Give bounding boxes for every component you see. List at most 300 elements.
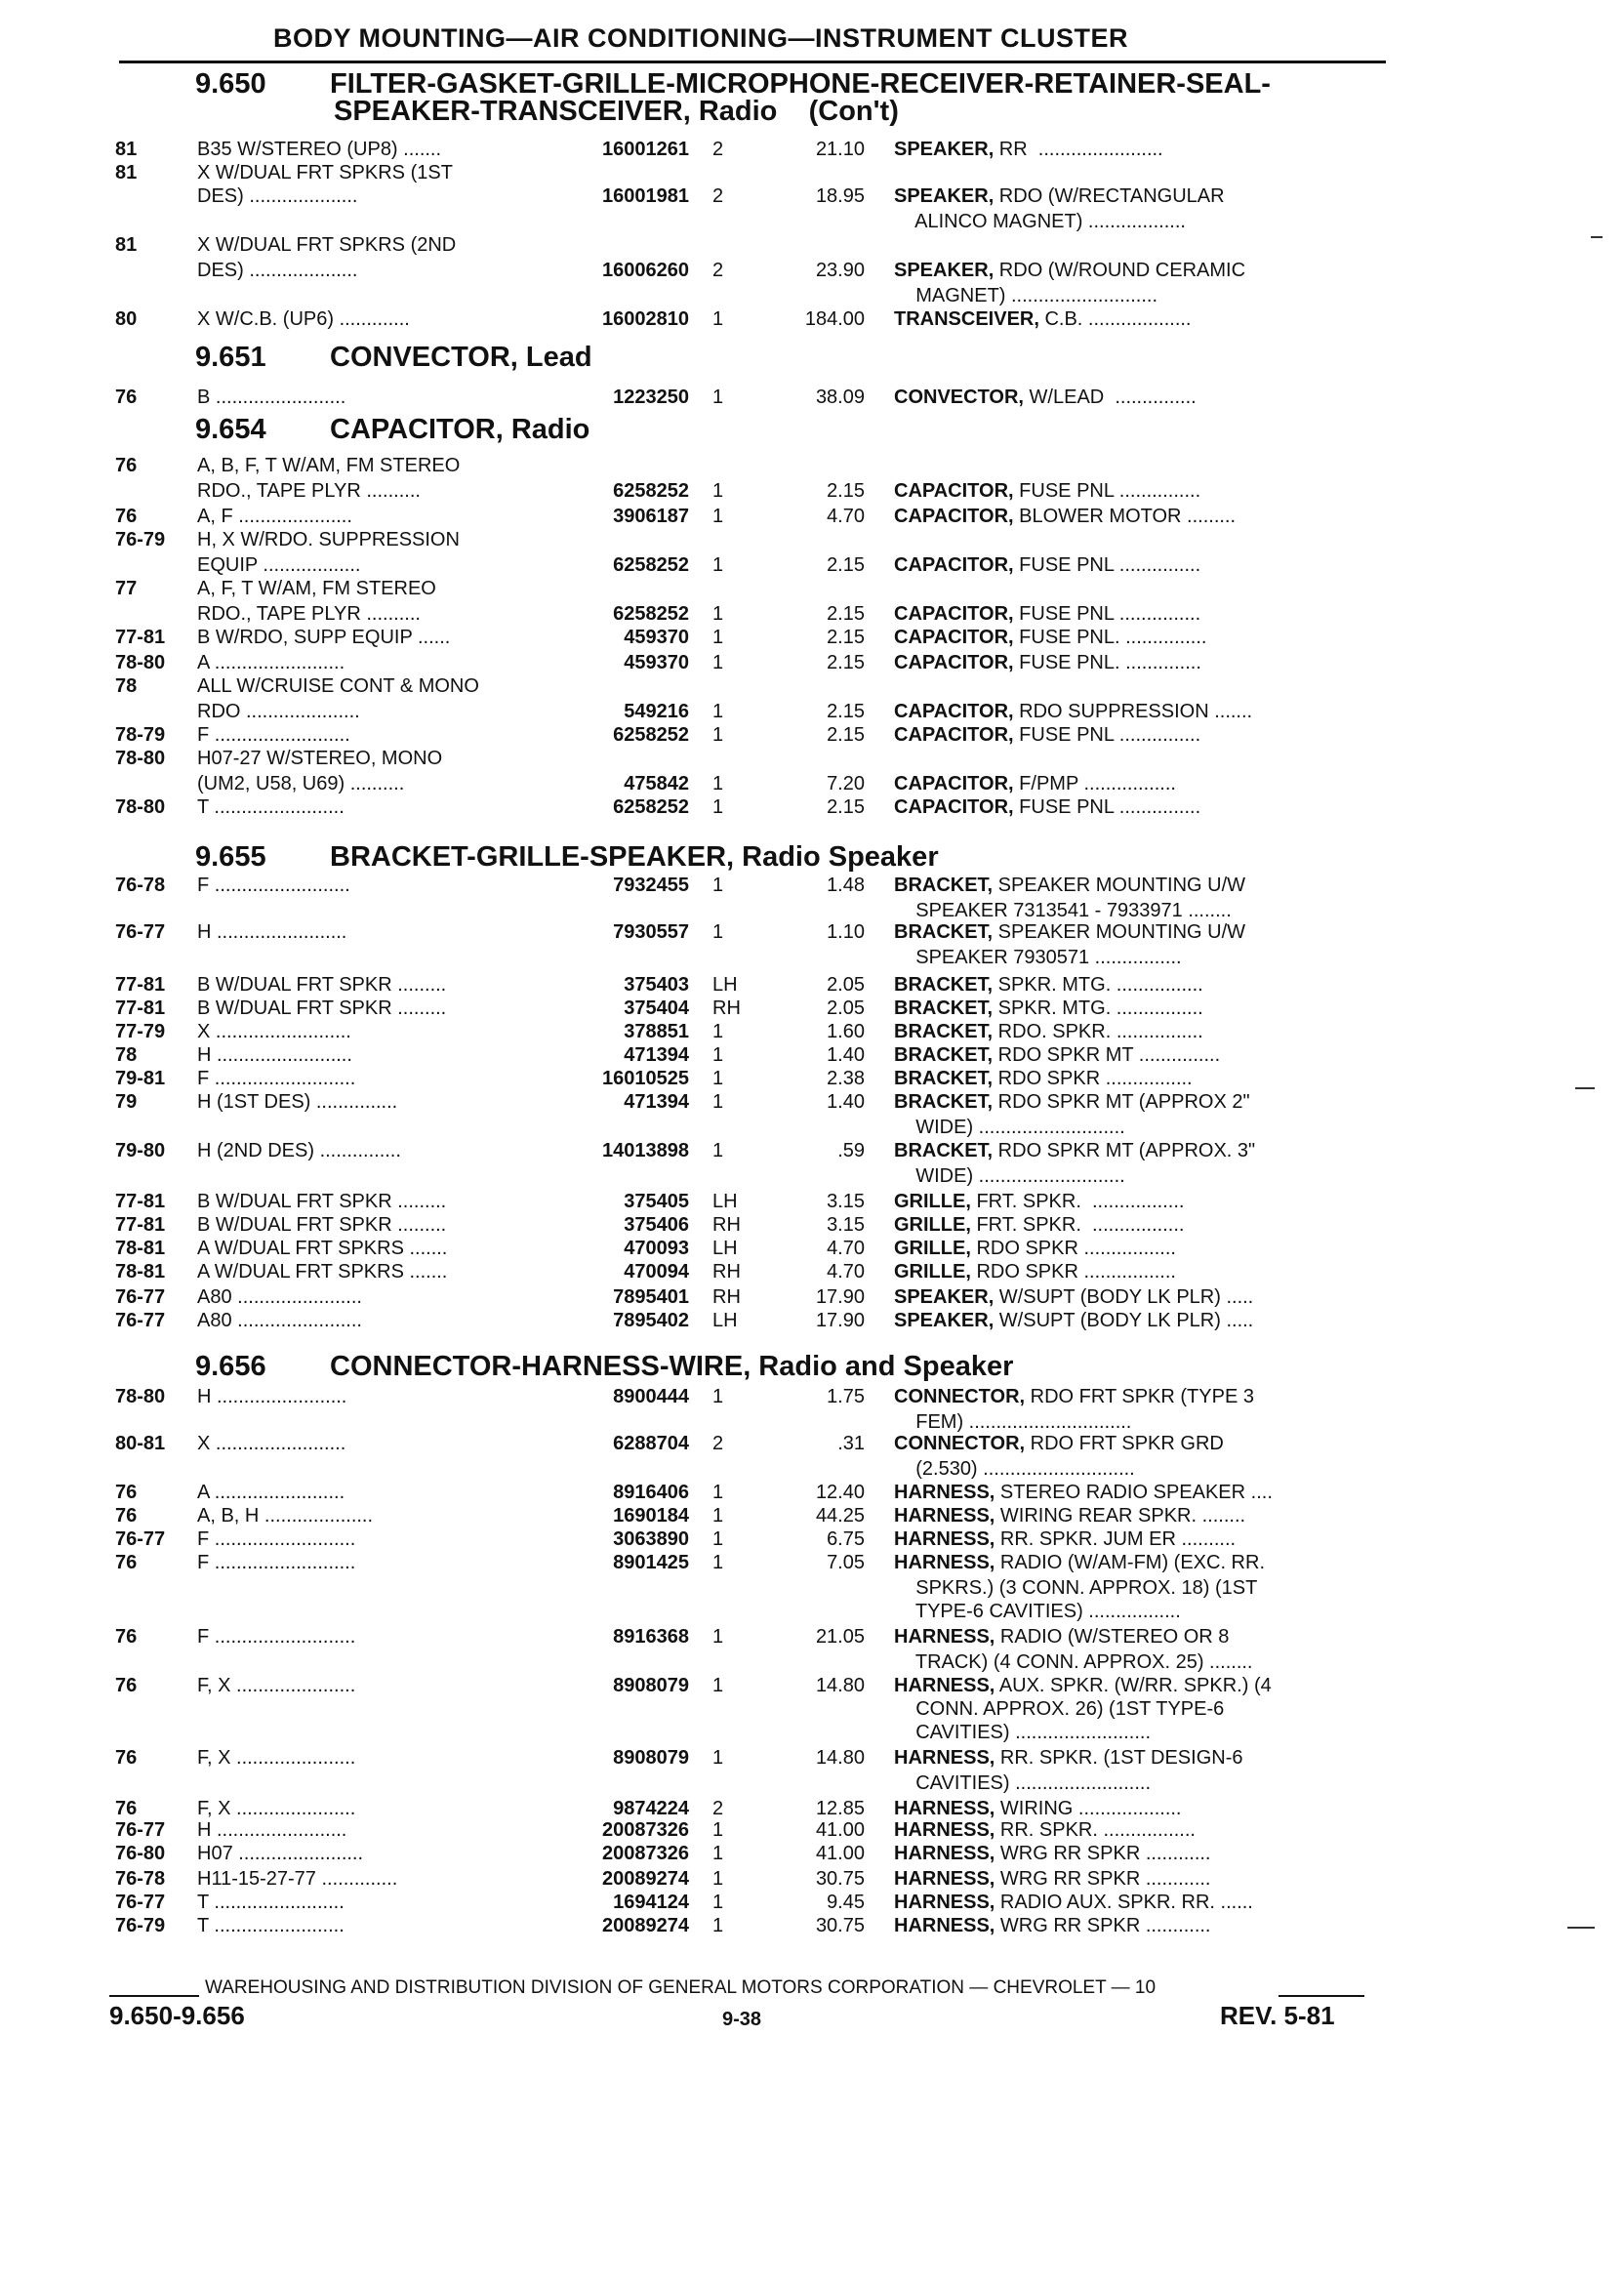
usage: H ......................... — [197, 1044, 352, 1066]
usage: F, X ...................... — [197, 1798, 356, 1819]
part-number: 6258252 — [613, 796, 689, 818]
description-noun: HARNESS, — [894, 1626, 995, 1648]
parts-row — [0, 1140, 1624, 1165]
parts-row — [0, 921, 1624, 947]
parts-row — [0, 1068, 1624, 1093]
part-number: 459370 — [624, 652, 689, 673]
model-years: 77 — [115, 578, 138, 599]
quantity: 1 — [712, 1868, 724, 1890]
model-years: 76-78 — [115, 875, 166, 896]
description-detail: RR. SPKR. JUM ER .......... — [995, 1528, 1237, 1550]
description-detail: SPKRS.) (3 CONN. APPROX. 18) (1ST — [894, 1577, 1258, 1599]
parts-row — [0, 554, 1624, 580]
parts-row — [0, 455, 1624, 480]
part-number: 459370 — [624, 627, 689, 648]
description — [894, 796, 1200, 819]
section-title-continued: SPEAKER-TRANSCEIVER, Radio (Con't) — [334, 96, 899, 127]
description-noun: GRILLE, — [894, 1238, 971, 1259]
parts-row — [0, 260, 1624, 285]
price: 17.90 — [815, 1286, 865, 1308]
usage: B W/DUAL FRT SPKR ......... — [197, 1191, 447, 1212]
usage: H, X W/RDO. SUPPRESSION — [197, 529, 460, 550]
price: 3.15 — [827, 1191, 865, 1212]
description — [894, 1117, 1125, 1139]
usage: H (1ST DES) ............... — [197, 1091, 398, 1113]
parts-row — [0, 1458, 1624, 1484]
description-noun: CAPACITOR, — [894, 554, 1014, 576]
parts-row — [0, 1214, 1624, 1240]
description-detail: WIRING ................... — [995, 1798, 1182, 1819]
description — [894, 387, 1197, 409]
model-years: 81 — [115, 139, 138, 160]
description-detail: RDO (W/RECTANGULAR — [994, 185, 1225, 207]
price: 184.00 — [804, 308, 865, 330]
part-number: 1690184 — [613, 1505, 689, 1527]
description-noun: BRACKET, — [894, 998, 994, 1019]
description-noun: HARNESS, — [894, 1843, 995, 1864]
section-heading — [195, 841, 939, 874]
model-years: 81 — [115, 234, 138, 256]
parts-row — [0, 603, 1624, 629]
model-years: 78-80 — [115, 796, 166, 818]
description-noun: HARNESS, — [894, 1675, 995, 1696]
usage: A ........................ — [197, 652, 345, 673]
description-noun: GRILLE, — [894, 1261, 971, 1282]
part-number: 3063890 — [613, 1528, 689, 1550]
description — [894, 1601, 1181, 1623]
quantity: 1 — [712, 1552, 724, 1573]
description — [894, 1651, 1253, 1674]
description-detail: RDO FRT SPKR GRD — [1025, 1433, 1224, 1454]
model-years: 78-81 — [115, 1238, 166, 1259]
description — [894, 921, 1245, 944]
usage: H ........................ — [197, 1819, 347, 1841]
price: 6.75 — [827, 1528, 865, 1550]
model-years: 76-80 — [115, 1843, 166, 1864]
usage: B W/RDO, SUPP EQUIP ...... — [197, 627, 451, 648]
description-detail: W/SUPT (BODY LK PLR) ..... — [994, 1310, 1254, 1331]
model-years: 78-79 — [115, 724, 166, 746]
usage: T ........................ — [197, 796, 345, 818]
description — [894, 773, 1176, 795]
description — [894, 1411, 1131, 1434]
description — [894, 1238, 1176, 1260]
usage: H ........................ — [197, 1386, 347, 1407]
description — [894, 1505, 1245, 1527]
description-detail: STEREO RADIO SPEAKER .... — [995, 1482, 1273, 1503]
description — [894, 1819, 1196, 1842]
description — [894, 1044, 1220, 1067]
usage: X W/DUAL FRT SPKRS (2ND — [197, 234, 457, 256]
description-noun: HARNESS, — [894, 1482, 995, 1503]
description-noun: GRILLE, — [894, 1191, 971, 1212]
usage: (UM2, U58, U69) .......... — [197, 773, 405, 794]
quantity: 1 — [712, 1021, 724, 1042]
description — [894, 139, 1163, 161]
part-number: 6258252 — [613, 554, 689, 576]
parts-row — [0, 308, 1624, 334]
model-years: 76-78 — [115, 1868, 166, 1890]
usage: B ........................ — [197, 387, 346, 408]
description-noun: SPEAKER, — [894, 185, 995, 207]
model-years: 78-80 — [115, 652, 166, 673]
model-years: 78-80 — [115, 1386, 166, 1407]
description-detail: WIDE) ........................... — [894, 1165, 1125, 1187]
parts-row — [0, 652, 1624, 677]
usage: X ......................... — [197, 1021, 351, 1042]
model-years: 78-80 — [115, 748, 166, 769]
description-detail: CAVITIES) ......................... — [894, 1722, 1152, 1743]
price: 2.15 — [827, 627, 865, 648]
description-noun: BRACKET, — [894, 1140, 994, 1161]
description-noun: CAPACITOR, — [894, 724, 1014, 746]
description — [894, 875, 1245, 897]
footer-rule-left — [109, 1995, 199, 1997]
description-detail: RADIO (W/AM-FM) (EXC. RR. — [995, 1552, 1265, 1573]
description — [894, 1798, 1181, 1820]
parts-row — [0, 1165, 1624, 1191]
part-number: 471394 — [624, 1091, 689, 1113]
model-years: 77-81 — [115, 627, 166, 648]
model-years: 76 — [115, 1747, 138, 1769]
section-number: 9.655 — [195, 841, 266, 873]
model-years: 76 — [115, 506, 138, 527]
parts-row — [0, 773, 1624, 798]
description-noun: HARNESS, — [894, 1868, 995, 1890]
part-number: 20087326 — [602, 1819, 689, 1841]
model-years: 76-77 — [115, 1310, 166, 1331]
margin-mark — [1567, 1927, 1595, 1929]
parts-row — [0, 1892, 1624, 1917]
description — [894, 1091, 1250, 1114]
part-number: 470094 — [624, 1261, 689, 1282]
quantity: 1 — [712, 387, 724, 408]
description-detail: FUSE PNL ............... — [1013, 480, 1201, 502]
description-noun: BRACKET, — [894, 1021, 994, 1042]
description-noun: HARNESS, — [894, 1819, 995, 1841]
price: 9.45 — [827, 1892, 865, 1913]
description-noun: CAPACITOR, — [894, 480, 1014, 502]
model-years: 81 — [115, 162, 138, 183]
description-noun: CONNECTOR, — [894, 1433, 1026, 1454]
parts-row — [0, 387, 1624, 412]
description — [894, 947, 1182, 969]
part-number: 475842 — [624, 773, 689, 794]
part-number: 375405 — [624, 1191, 689, 1212]
model-years: 76 — [115, 1482, 138, 1503]
description-noun: BRACKET, — [894, 1091, 994, 1113]
usage: H07 ....................... — [197, 1843, 364, 1864]
section-heading — [195, 414, 589, 446]
description — [894, 1577, 1257, 1600]
model-years: 77-81 — [115, 1191, 166, 1212]
parts-row — [0, 947, 1624, 972]
price: 44.25 — [815, 1505, 865, 1527]
description-noun: CAPACITOR, — [894, 701, 1014, 722]
usage: A80 ....................... — [197, 1310, 362, 1331]
price: 4.70 — [827, 1261, 865, 1282]
description-detail: RR. SPKR. (1ST DESIGN-6 — [995, 1747, 1243, 1769]
quantity: 1 — [712, 627, 724, 648]
description — [894, 627, 1206, 649]
description — [894, 1675, 1272, 1697]
quantity: LH — [712, 1238, 738, 1259]
section-title: CAPACITOR, Radio — [330, 414, 590, 445]
parts-row — [0, 1626, 1624, 1651]
description — [894, 1482, 1273, 1504]
description — [894, 308, 1192, 331]
description-detail: RDO SPKR MT (APPROX 2" — [993, 1091, 1250, 1113]
description — [894, 603, 1200, 626]
part-number: 375404 — [624, 998, 689, 1019]
part-number: 1223250 — [613, 387, 689, 408]
usage: B35 W/STEREO (UP8) ....... — [197, 139, 442, 160]
description — [894, 1261, 1176, 1283]
usage: B W/DUAL FRT SPKR ......... — [197, 1214, 447, 1236]
price: 2.15 — [827, 796, 865, 818]
part-number: 8900444 — [613, 1386, 689, 1407]
usage: F, X ...................... — [197, 1675, 356, 1696]
quantity: 2 — [712, 1798, 724, 1819]
price: 1.40 — [827, 1044, 865, 1066]
description — [894, 260, 1245, 282]
description-noun: SPEAKER, — [894, 1286, 995, 1308]
description-detail: FUSE PNL ............... — [1013, 603, 1201, 625]
description-detail: FRT. SPKR. ................. — [970, 1191, 1185, 1212]
parts-row — [0, 1310, 1624, 1335]
description — [894, 724, 1200, 747]
price: 2.05 — [827, 998, 865, 1019]
quantity: 1 — [712, 1386, 724, 1407]
description-detail: SPEAKER MOUNTING U/W — [993, 875, 1246, 896]
parts-row — [0, 211, 1624, 236]
usage: F ......................... — [197, 724, 350, 746]
price: .31 — [837, 1433, 865, 1454]
usage: A ........................ — [197, 1482, 345, 1503]
usage: F .......................... — [197, 1068, 356, 1089]
section-number: 9.651 — [195, 342, 266, 373]
usage: H07-27 W/STEREO, MONO — [197, 748, 443, 769]
description-detail: C.B. ................... — [1038, 308, 1192, 330]
section-number: 9.656 — [195, 1351, 266, 1382]
description — [894, 1626, 1229, 1649]
price: 2.15 — [827, 480, 865, 502]
part-number: 20089274 — [602, 1868, 689, 1890]
usage: X W/DUAL FRT SPKRS (1ST — [197, 162, 453, 183]
price: 14.80 — [815, 1675, 865, 1696]
part-number: 16001981 — [602, 185, 689, 207]
part-number: 471394 — [624, 1044, 689, 1066]
description — [894, 285, 1157, 307]
part-number: 8908079 — [613, 1747, 689, 1769]
price: 2.15 — [827, 554, 865, 576]
section-number: 9.654 — [195, 414, 266, 445]
quantity: 1 — [712, 308, 724, 330]
model-years: 76-77 — [115, 1819, 166, 1841]
parts-row — [0, 1772, 1624, 1798]
usage: B W/DUAL FRT SPKR ......... — [197, 974, 447, 996]
parts-row — [0, 1843, 1624, 1868]
section-range: 9.650-9.656 — [109, 2001, 245, 2030]
part-number: 6258252 — [613, 480, 689, 502]
parts-row — [0, 185, 1624, 211]
price: 30.75 — [815, 1868, 865, 1890]
part-number: 549216 — [624, 701, 689, 722]
usage: A80 ....................... — [197, 1286, 362, 1308]
usage: A, F, T W/AM, FM STEREO — [197, 578, 436, 599]
price: .59 — [837, 1140, 865, 1161]
parts-row — [0, 1651, 1624, 1677]
margin-mark — [1591, 236, 1603, 238]
parts-row — [0, 1091, 1624, 1117]
description-noun: HARNESS, — [894, 1798, 995, 1819]
price: 14.80 — [815, 1747, 865, 1769]
section-heading — [195, 1351, 1013, 1383]
description-noun: BRACKET, — [894, 1068, 994, 1089]
description-detail: W/LEAD ............... — [1023, 387, 1197, 408]
usage: RDO., TAPE PLYR .......... — [197, 603, 421, 625]
description — [894, 1386, 1254, 1408]
model-years: 76 — [115, 1505, 138, 1527]
description-noun: HARNESS, — [894, 1552, 995, 1573]
parts-row — [0, 875, 1624, 900]
part-number: 16006260 — [602, 260, 689, 281]
parts-row — [0, 285, 1624, 310]
quantity: 2 — [712, 260, 724, 281]
quantity: 1 — [712, 1675, 724, 1696]
quantity: 1 — [712, 480, 724, 502]
parts-row — [0, 1021, 1624, 1046]
description-detail: FEM) .............................. — [894, 1411, 1132, 1433]
parts-row — [0, 1819, 1624, 1845]
description-noun: BRACKET, — [894, 921, 994, 943]
parts-row — [0, 1675, 1624, 1700]
description-detail: SPKR. MTG. ................ — [993, 974, 1203, 996]
description-detail: FRT. SPKR. ................. — [970, 1214, 1185, 1236]
quantity: 2 — [712, 1433, 724, 1454]
description-noun: CAPACITOR, — [894, 796, 1014, 818]
parts-row — [0, 974, 1624, 999]
quantity: 2 — [712, 139, 724, 160]
quantity: 1 — [712, 796, 724, 818]
description-noun: TRANSCEIVER, — [894, 308, 1039, 330]
section-heading — [195, 342, 592, 374]
quantity: RH — [712, 998, 741, 1019]
description-detail: BLOWER MOTOR ......... — [1013, 506, 1237, 527]
quantity: 1 — [712, 1528, 724, 1550]
parts-row — [0, 1528, 1624, 1554]
price: 18.95 — [815, 185, 865, 207]
description-detail: FUSE PNL. .............. — [1013, 652, 1201, 673]
description — [894, 998, 1203, 1020]
parts-row — [0, 1552, 1624, 1577]
part-number: 14013898 — [602, 1140, 689, 1161]
description — [894, 1892, 1253, 1914]
description-noun: CONVECTOR, — [894, 387, 1024, 408]
description-detail: FUSE PNL. ............... — [1013, 627, 1207, 648]
quantity: 1 — [712, 652, 724, 673]
part-number: 16002810 — [602, 308, 689, 330]
part-number: 8916368 — [613, 1626, 689, 1648]
model-years: 79 — [115, 1091, 138, 1113]
parts-row — [0, 1386, 1624, 1411]
description-noun: GRILLE, — [894, 1214, 971, 1236]
description-detail: RR. SPKR. ................. — [995, 1819, 1196, 1841]
description-detail: WRG RR SPKR ............ — [995, 1915, 1211, 1936]
parts-row — [0, 675, 1624, 701]
quantity: 2 — [712, 185, 724, 207]
description — [894, 974, 1203, 997]
price: 7.05 — [827, 1552, 865, 1573]
description-noun: CONNECTOR, — [894, 1386, 1026, 1407]
description-detail: RDO SPKR MT ............... — [993, 1044, 1221, 1066]
description — [894, 1165, 1125, 1188]
description-detail: RDO FRT SPKR (TYPE 3 — [1025, 1386, 1254, 1407]
part-number: 20089274 — [602, 1915, 689, 1936]
description — [894, 1868, 1211, 1891]
price: 23.90 — [815, 260, 865, 281]
quantity: 1 — [712, 1044, 724, 1066]
page-number: 9-38 — [722, 2009, 762, 2030]
usage: ALL W/CRUISE CONT & MONO — [197, 675, 479, 697]
part-number: 16001261 — [602, 139, 689, 160]
quantity: 1 — [712, 773, 724, 794]
usage: A W/DUAL FRT SPKRS ....... — [197, 1261, 448, 1282]
part-number: 7932455 — [613, 875, 689, 896]
description-noun: CAPACITOR, — [894, 652, 1014, 673]
price: 2.15 — [827, 701, 865, 722]
model-years: 79-81 — [115, 1068, 166, 1089]
description-noun: SPEAKER, — [894, 1310, 995, 1331]
quantity: 1 — [712, 1747, 724, 1769]
usage: F .......................... — [197, 1626, 356, 1648]
description-detail: RDO (W/ROUND CERAMIC — [994, 260, 1246, 281]
model-years: 78 — [115, 1044, 138, 1066]
footer-rule-right — [1279, 1995, 1364, 1997]
usage: A W/DUAL FRT SPKRS ....... — [197, 1238, 448, 1259]
price: 4.70 — [827, 1238, 865, 1259]
description — [894, 211, 1186, 233]
description-detail: RDO. SPKR. ................ — [993, 1021, 1203, 1042]
usage: DES) .................... — [197, 260, 358, 281]
description-noun: BRACKET, — [894, 1044, 994, 1066]
part-number: 9874224 — [613, 1798, 689, 1819]
description-detail: FUSE PNL ............... — [1013, 796, 1201, 818]
description-detail: RADIO AUX. SPKR. RR. ...... — [995, 1892, 1253, 1913]
usage: B W/DUAL FRT SPKR ......... — [197, 998, 447, 1019]
model-years: 76-77 — [115, 1528, 166, 1550]
model-years: 76 — [115, 1675, 138, 1696]
description-detail: ALINCO MAGNET) .................. — [894, 211, 1186, 232]
parts-row — [0, 1915, 1624, 1940]
parts-row — [0, 1238, 1624, 1263]
parts-row — [0, 627, 1624, 652]
part-number: 20087326 — [602, 1843, 689, 1864]
model-years: 80 — [115, 308, 138, 330]
model-years: 76 — [115, 1626, 138, 1648]
model-years: 76-79 — [115, 1915, 166, 1936]
model-years: 77-81 — [115, 974, 166, 996]
price: 4.70 — [827, 506, 865, 527]
price: 38.09 — [815, 387, 865, 408]
description-detail: RDO SUPPRESSION ....... — [1013, 701, 1253, 722]
description — [894, 480, 1200, 503]
quantity: 1 — [712, 506, 724, 527]
price: 12.40 — [815, 1482, 865, 1503]
model-years: 77-81 — [115, 998, 166, 1019]
quantity: 1 — [712, 1626, 724, 1648]
quantity: 1 — [712, 1892, 724, 1913]
